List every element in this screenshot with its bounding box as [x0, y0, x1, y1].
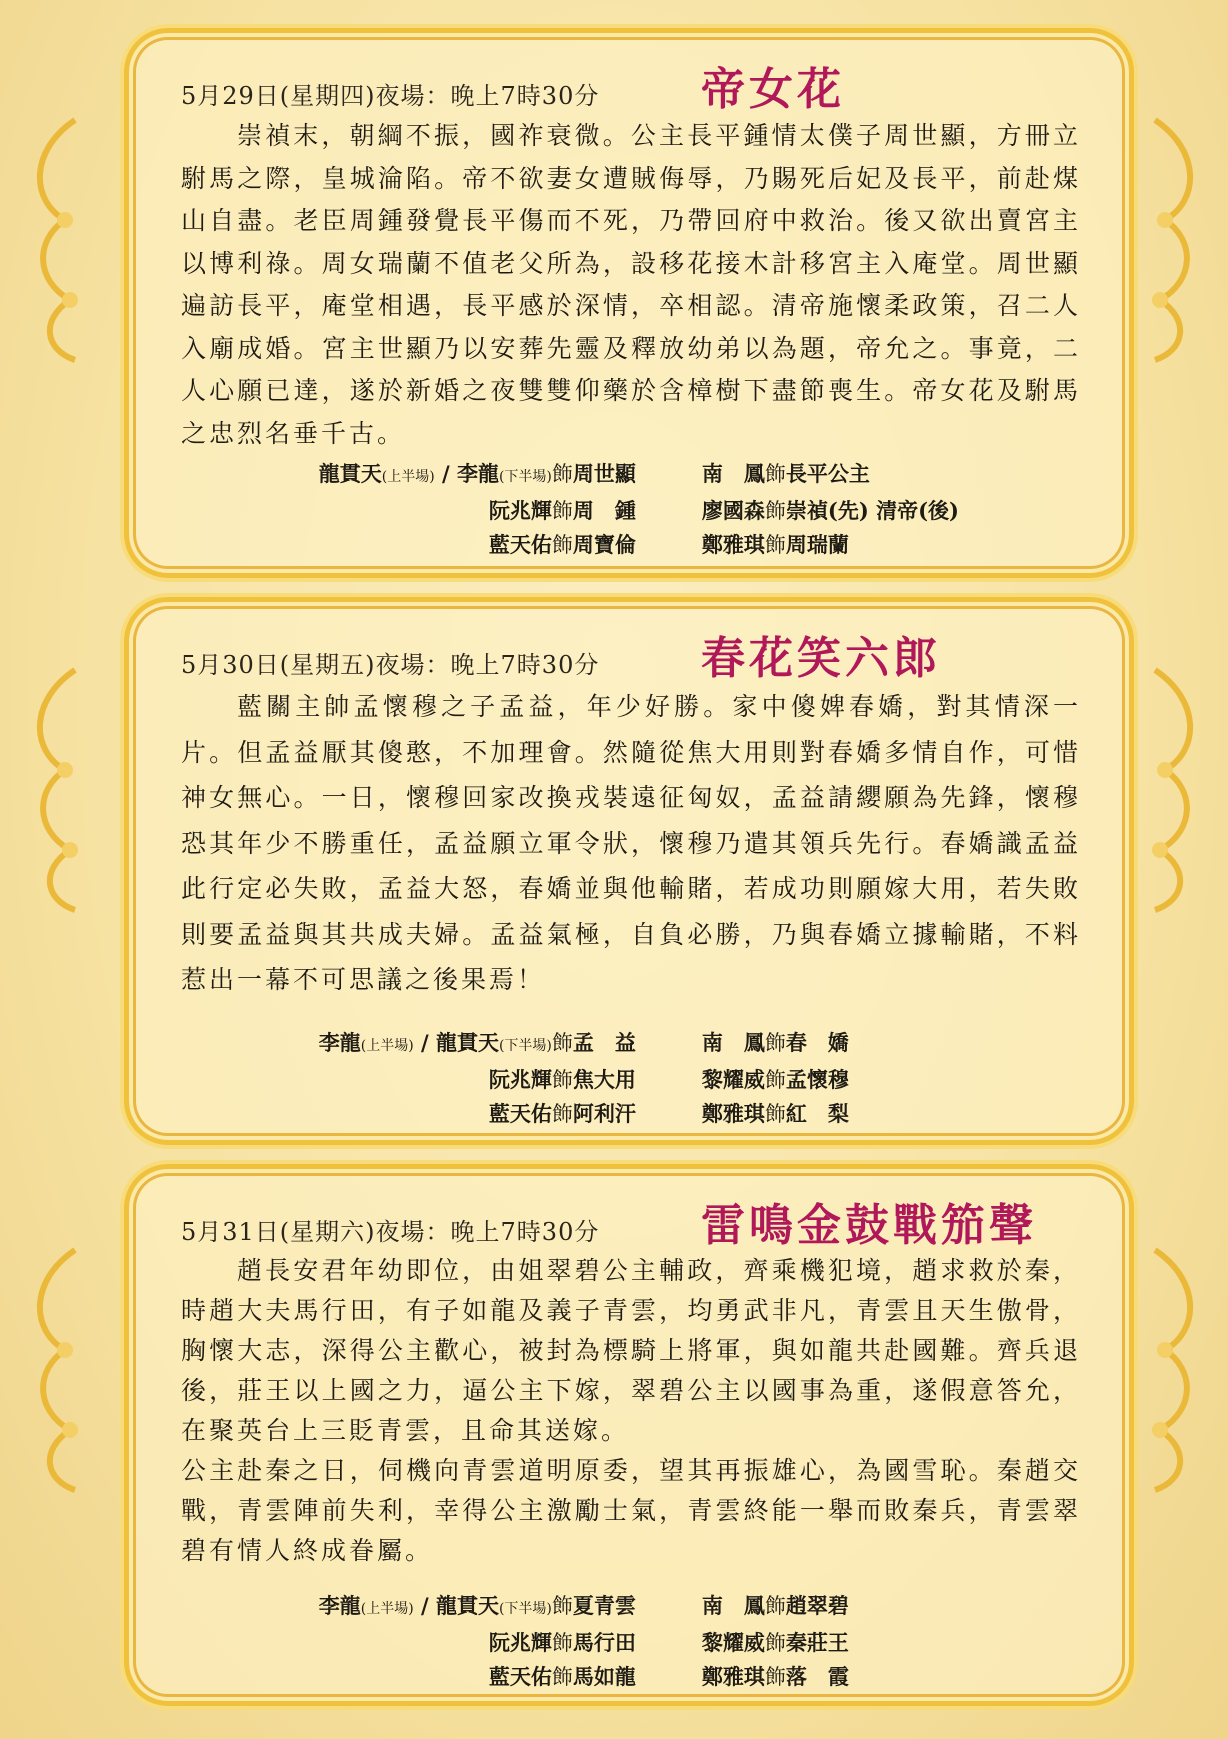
character: 崇禎(先) 清帝(後): [785, 498, 959, 523]
cast-row: [181, 1589, 1081, 1626]
actor-note: (下半場): [498, 1038, 552, 1054]
actor: 南 鳳: [701, 1030, 765, 1055]
cast-row: [181, 457, 1081, 494]
cast-row: [181, 1026, 1081, 1063]
role-word: 飾: [764, 1631, 786, 1655]
synopsis: [181, 1251, 1081, 1571]
role-word: 飾: [551, 462, 573, 486]
role-word: 飾: [764, 462, 786, 486]
character: 落 霞: [785, 1664, 849, 1689]
role-word: 飾: [551, 1594, 573, 1618]
character: 周世顯: [572, 461, 636, 486]
actor: 龍貫天: [435, 1593, 499, 1618]
actor: 李龍: [456, 461, 499, 486]
show-title: 雷鳴金鼓戰笳聲: [701, 1200, 1037, 1251]
actor: 黎耀威: [701, 1067, 765, 1092]
synopsis: [181, 684, 1081, 1003]
actor: 鄭雅琪: [701, 1664, 765, 1689]
show-date: 5月31日(星期六)夜場：晚上7時30分: [181, 1218, 600, 1246]
show-date: 5月30日(星期五)夜場：晚上7時30分: [181, 651, 600, 679]
actor: 李龍: [318, 1030, 361, 1055]
role-word: 飾: [551, 1631, 573, 1655]
actor: 藍天佑: [488, 1101, 552, 1126]
role-word: 飾: [764, 1031, 786, 1055]
scroll-ornament-right-2: [1140, 660, 1210, 920]
actor: 黎耀威: [701, 1630, 765, 1655]
actor: 鄭雅琪: [701, 532, 765, 557]
separator: /: [413, 1593, 436, 1618]
actor: 南 鳳: [701, 1593, 765, 1618]
actor-note: (下半場): [498, 1601, 552, 1617]
actor: 龍貫天: [435, 1030, 499, 1055]
scroll-ornament-left-3: [20, 1240, 90, 1500]
character: 阿利汗: [572, 1101, 636, 1126]
character: 周瑞蘭: [785, 532, 849, 557]
actor: 藍天佑: [488, 1664, 552, 1689]
role-word: 飾: [551, 1031, 573, 1055]
show-title: 春花笑六郎: [701, 633, 941, 684]
actor: 龍貫天: [318, 461, 382, 486]
character: 孟懷穆: [785, 1067, 849, 1092]
cast-row: [181, 1660, 1081, 1694]
role-word: 飾: [551, 533, 573, 557]
character: 馬如龍: [572, 1664, 636, 1689]
actor: 藍天佑: [488, 532, 552, 557]
synopsis: [181, 115, 1081, 455]
show-date: 5月29日(星期四)夜場：晚上7時30分: [181, 82, 600, 110]
role-word: 飾: [551, 1068, 573, 1092]
role-word: 飾: [551, 499, 573, 523]
actor-note: (上半場): [360, 1038, 414, 1054]
actor-note: (下半場): [498, 469, 552, 485]
character: 周 鍾: [572, 498, 636, 523]
synopsis-paragraph: 公主赴秦之日，伺機向青雲道明原委，望其再振雄心，為國雪恥。秦趙交戰，青雲陣前失利，幸得公主激勵士氣，青雲終能一舉而敗秦兵，青雲翠碧有情人終成眷屬。: [181, 1456, 1081, 1565]
show-header: [181, 1189, 1037, 1253]
character: 春 嬌: [785, 1030, 849, 1055]
character: 長平公主: [785, 461, 870, 486]
character: 周寶倫: [572, 532, 636, 557]
role-word: 飾: [551, 1102, 573, 1126]
character: 焦大用: [572, 1067, 636, 1092]
separator: /: [413, 1030, 436, 1055]
role-word: 飾: [764, 533, 786, 557]
actor-note: (上半場): [381, 469, 435, 485]
character: 趙翠碧: [785, 1593, 849, 1618]
show-header: [181, 622, 941, 686]
character: 夏青雲: [572, 1593, 636, 1618]
role-word: 飾: [764, 499, 786, 523]
actor: 阮兆輝: [488, 498, 552, 523]
show-header: [181, 53, 845, 117]
role-word: 飾: [551, 1665, 573, 1689]
scroll-ornament-right-1: [1140, 110, 1210, 370]
cast-row: [181, 528, 1081, 562]
separator: /: [434, 461, 457, 486]
character: 馬行田: [572, 1630, 636, 1655]
show-title: 帝女花: [701, 64, 845, 115]
actor: 鄭雅琪: [701, 1101, 765, 1126]
scroll-ornament-left-2: [20, 660, 90, 920]
actor: 南 鳳: [701, 461, 765, 486]
actor: 廖國森: [701, 498, 765, 523]
cast-row: [181, 1063, 1081, 1097]
show-panel-1: [124, 28, 1134, 578]
actor-note: (上半場): [360, 1601, 414, 1617]
role-word: 飾: [764, 1594, 786, 1618]
character: 孟 益: [572, 1030, 636, 1055]
actor: 李龍: [318, 1593, 361, 1618]
actor: 阮兆輝: [488, 1067, 552, 1092]
scroll-ornament-right-3: [1140, 1240, 1210, 1500]
character: 紅 梨: [785, 1101, 849, 1126]
cast-row: [181, 494, 1081, 528]
cast-row: [181, 1097, 1081, 1131]
actor: 阮兆輝: [488, 1630, 552, 1655]
cast-row: [181, 1626, 1081, 1660]
scroll-ornament-left-1: [20, 110, 90, 370]
show-panel-2: [124, 597, 1134, 1145]
character: 秦莊王: [785, 1630, 849, 1655]
show-panel-3: [124, 1164, 1134, 1706]
cast-list: [181, 457, 1081, 562]
synopsis-paragraph: 藍關主帥孟懷穆之子孟益，年少好勝。家中傻婢春嬌，對其情深一片。但孟益厭其傻憨，不加理會。然隨從焦大用則對春嬌多情自作，可惜神女無心。一日，懷穆回家改換戎裝遠征匈奴，孟益請纓願為先鋒，懷穆恐其年少不勝重任，孟益願立軍令狀，懷穆乃遣其領兵先行。春嬌識孟益此行定必失敗，孟益大怒，春嬌並與他輸賭，若成功則願嫁大用，若失敗則要孟益與其共成夫婦。孟益氣極，自負必勝，乃與春嬌立據輸賭，不料惹出一幕不可思議之後果焉！: [181, 692, 1081, 994]
synopsis-paragraph: 趙長安君年幼即位，由姐翠碧公主輔政，齊乘機犯境，趙求救於秦，時趙大夫馬行田，有子如龍及義子青雲，均勇武非凡，青雲且天生傲骨，胸懷大志，深得公主歡心，被封為標騎上將軍，與如龍共赴國難。齊兵退後，莊王以上國之力，逼公主下嫁，翠碧公主以國事為重，遂假意答允，在聚英台上三貶青雲，且命其送嫁。: [181, 1256, 1081, 1445]
cast-list: [181, 1026, 1081, 1131]
cast-list: [181, 1589, 1081, 1694]
role-word: 飾: [764, 1068, 786, 1092]
role-word: 飾: [764, 1102, 786, 1126]
role-word: 飾: [764, 1665, 786, 1689]
synopsis-paragraph: 崇禎末，朝綱不振，國祚衰微。公主長平鍾情太僕子周世顯，方冊立駙馬之際，皇城淪陷。帝不欲妻女遭賊侮辱，乃賜死后妃及長平，前赴煤山自盡。老臣周鍾發覺長平傷而不死，乃帶回府中救治。後又欲出賣宮主以博利祿。周女瑞蘭不值老父所為，設移花接木計移宮主入庵堂。周世顯遍訪長平，庵堂相遇，長平感於深情，卒相認。清帝施懷柔政策，召二人入廟成婚。宮主世顯乃以安葬先靈及釋放幼弟以為題，帝允之。事竟，二人心願已達，遂於新婚之夜雙雙仰藥於含樟樹下盡節喪生。帝女花及駙馬之忠烈名垂千古。: [181, 121, 1081, 448]
